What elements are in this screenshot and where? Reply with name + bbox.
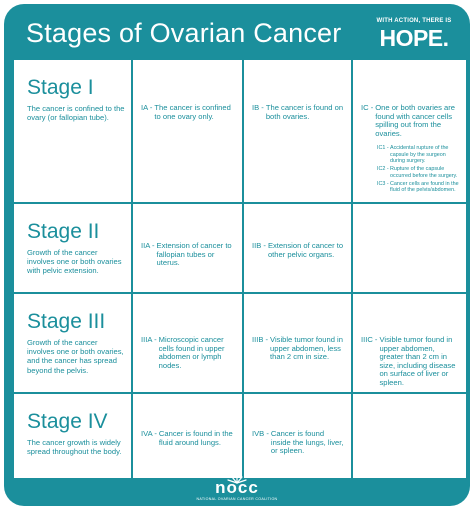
substage-iiib <box>244 294 351 392</box>
stage-label: Stage IV <box>27 410 108 433</box>
substage-text: Cancer is found inside the lungs, liver, or spleen. <box>270 429 344 456</box>
substage-text: Cancer is found in the fluid around lungs. <box>158 429 233 447</box>
empty-cell <box>353 394 466 478</box>
stage-description: The cancer is confined to the ovary (or fallopian tube). <box>27 104 125 123</box>
substage-ib <box>244 60 351 202</box>
ic-code: IC3 - <box>377 180 389 187</box>
stages-table <box>14 60 460 472</box>
substage-text: The cancer is found on both ovaries. <box>265 103 344 121</box>
substage-text: Visible tumor found in upper abdomen, greater than 2 cm in size, including disease on surface of liver or spleen. <box>379 335 456 387</box>
substage-code: IIA - <box>141 241 155 250</box>
stage-description: Growth of the cancer involves one or both ovaries with pelvic extension. <box>27 248 122 276</box>
stage-1-cell <box>14 60 131 202</box>
substage-iiic <box>353 294 466 392</box>
stage-3-cell <box>14 294 131 392</box>
stage-label: Stage III <box>27 310 106 333</box>
hope-tagline: WITH ACTION, THERE IS <box>376 18 452 24</box>
stage-4-cell <box>14 394 131 478</box>
substage-text: The cancer is confined to one ovary only. <box>154 103 231 121</box>
stage-description: The cancer growth is widely spread throughout the body. <box>27 438 122 457</box>
stage-description: Growth of the cancer involves one or both ovaries, and the cancer has spread beyond the pelvis. <box>27 338 124 375</box>
ic-code: IC2 - <box>377 166 389 173</box>
ic-detail-item <box>377 181 460 194</box>
substage-code: IIIC - <box>361 335 378 344</box>
stage-2-cell <box>14 204 131 292</box>
stage-label: Stage II <box>27 220 100 243</box>
substage-ic <box>353 60 466 202</box>
ic-text: Rupture of the capsule occurred before the surgery. <box>390 166 458 179</box>
substage-text: Microscopic cancer cells found in upper abdomen or lymph nodes. <box>158 335 225 370</box>
substage-text: Visible tumor found in upper abdomen, less than 2 cm in size. <box>270 335 343 362</box>
ic-detail-item <box>377 166 460 179</box>
hope-logo: HOPE. <box>379 25 449 51</box>
substage-iia <box>133 204 242 292</box>
substage-text: One or both ovaries are found with cancer cells spilling out from the ovaries. <box>375 103 456 138</box>
footer <box>4 472 470 506</box>
ic-text: Accidental rupture of the capsule by the surgeon during surgery. <box>390 145 449 164</box>
ic-detail-item <box>377 145 460 164</box>
substage-code: IA - <box>141 103 153 112</box>
ic-code: IC1 - <box>377 145 389 152</box>
substage-text: Extension of cancer to other pelvic organs. <box>267 241 344 259</box>
substage-code: IVB - <box>252 429 269 438</box>
ic-text: Cancer cells are found in the fluid of the pelvis/abdomen. <box>390 180 459 194</box>
substage-code: IIB - <box>252 241 266 250</box>
substage-iva <box>133 394 242 478</box>
stage-label: Stage I <box>27 76 94 99</box>
substage-ia <box>133 60 242 202</box>
substage-text: Extension of cancer to fallopian tubes or uterus. <box>156 241 232 268</box>
nocc-logo: nocc <box>215 478 259 497</box>
substage-code: IB - <box>252 103 264 112</box>
substage-iib <box>244 204 351 292</box>
substage-iiia <box>133 294 242 392</box>
substage-ivb <box>244 394 351 478</box>
ic-detail-list <box>361 145 460 193</box>
nocc-logo-subtitle: NATIONAL OVARIAN CANCER COALITION <box>196 497 278 501</box>
substage-code: IIIB - <box>252 335 269 344</box>
page-title: Stages of Ovarian Cancer <box>26 18 342 48</box>
header <box>4 4 470 60</box>
substage-code: IVA - <box>141 429 157 438</box>
infographic-frame <box>4 4 470 506</box>
substage-code: IIIA - <box>141 335 157 344</box>
substage-code: IC - <box>361 103 374 112</box>
empty-cell <box>353 204 466 292</box>
